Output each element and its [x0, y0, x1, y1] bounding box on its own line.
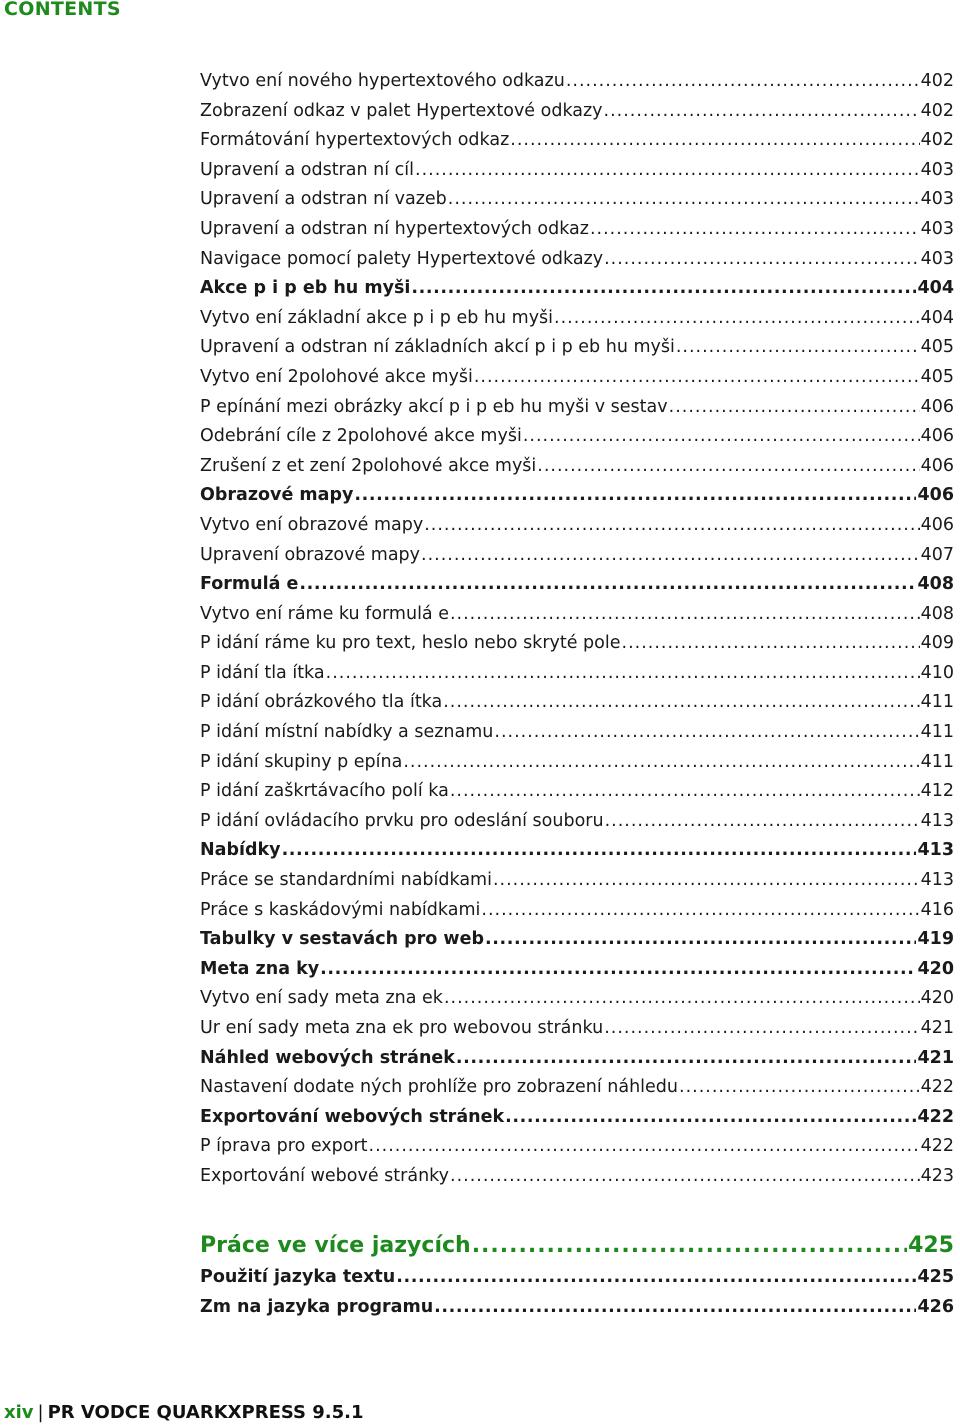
dot-leader: [523, 422, 920, 452]
entry-title: Vytvo ení nového hypertextového odkazu: [200, 71, 565, 91]
entry-title: P íprava pro export: [200, 1136, 368, 1157]
entry-title: Odebrání cíle z 2polohové akce myši: [200, 426, 522, 447]
entry-page-number: 408: [917, 574, 954, 595]
entry-page-number: 411: [920, 692, 954, 713]
toc-entry[interactable]: [200, 541, 954, 571]
toc-entry[interactable]: [200, 1263, 954, 1293]
toc-entry[interactable]: [200, 422, 954, 452]
entry-title: Práce se standardními nabídkami: [200, 870, 492, 891]
entry-title: P idání ovládacího prvku pro odeslání souboru: [200, 810, 604, 831]
entry-title: Tabulky v sestavách pro web: [200, 929, 484, 950]
dot-leader: [622, 629, 920, 659]
dot-leader: [415, 156, 920, 186]
toc-entry[interactable]: [200, 393, 954, 423]
entry-page-number: 413: [920, 810, 954, 831]
dot-leader: [493, 866, 920, 896]
dot-leader: [450, 1162, 920, 1192]
toc-entry[interactable]: [200, 688, 954, 718]
toc-entry[interactable]: [200, 600, 954, 630]
entry-page-number: 403: [920, 189, 954, 210]
entry-page-number: 423: [920, 1165, 954, 1186]
entry-title: Meta zna ky: [200, 958, 320, 979]
entry-page-number: 403: [920, 248, 954, 269]
entry-title: Navigace pomocí palety Hypertextové odkazy: [200, 248, 604, 269]
dot-leader: [676, 333, 920, 363]
entry-page-number: 406: [920, 514, 954, 535]
entry-page-number: 405: [920, 337, 954, 358]
dot-leader: [554, 304, 920, 334]
entry-page-number: 403: [920, 218, 954, 239]
entry-page-number: 406: [920, 396, 954, 417]
entry-title: Vytvo ení sady meta zna ek: [200, 988, 443, 1009]
entry-page-number: 406: [920, 426, 954, 447]
entry-title: Upravení a odstran ní vazeb: [200, 189, 447, 210]
entry-page-number: 402: [920, 130, 954, 151]
toc-subsection-entry[interactable]: [200, 570, 954, 600]
dot-leader: [494, 718, 919, 748]
dot-leader: [604, 97, 920, 127]
dot-leader: [590, 215, 920, 245]
dot-leader: [481, 896, 919, 926]
entry-title: Exportování webových stránek: [200, 1106, 505, 1127]
entry-page-number: 411: [920, 751, 954, 772]
toc-entry[interactable]: [200, 1014, 954, 1044]
dot-leader: [411, 274, 916, 304]
page-footer: [4, 1402, 364, 1423]
entry-title: P idání místní nabídky a seznamu: [200, 722, 494, 743]
dot-leader: [456, 1044, 917, 1074]
dot-leader: [474, 363, 920, 393]
entry-page-number: 420: [920, 988, 954, 1009]
dot-leader: [369, 1132, 920, 1162]
toc-entry[interactable]: [200, 1293, 954, 1323]
section-heading[interactable]: [200, 1229, 954, 1263]
dot-leader: [424, 511, 919, 541]
toc-entry[interactable]: [200, 866, 954, 896]
toc-entry[interactable]: [200, 245, 954, 275]
entry-page-number: 413: [917, 840, 954, 861]
entry-title: P idání obrázkového tla ítka: [200, 692, 443, 713]
entry-title: Vytvo ení ráme ku formulá e: [200, 603, 449, 624]
entry-page-number: 422: [917, 1106, 954, 1127]
section-title: Práce ve více jazycích: [200, 1233, 471, 1258]
toc-entry[interactable]: [200, 215, 954, 245]
toc-entry[interactable]: [200, 363, 954, 393]
entry-title: P idání skupiny p epína: [200, 751, 403, 772]
entry-page-number: 426: [917, 1296, 954, 1317]
toc-entry[interactable]: [200, 896, 954, 926]
entry-title: P idání tla ítka: [200, 662, 325, 683]
toc-entry[interactable]: [200, 333, 954, 363]
entry-title: Ur ení sady meta zna ek pro webovou stránku: [200, 1018, 604, 1038]
entry-title: Upravení a odstran ní základních akcí p i p eb hu myši: [200, 337, 675, 358]
toc-entry[interactable]: [200, 718, 954, 748]
entry-title: Náhled webových stránek: [200, 1047, 455, 1068]
entry-title: Formátování hypertextových odkaz: [200, 130, 510, 151]
section-page-number: 425: [908, 1233, 954, 1258]
entry-page-number: 403: [920, 159, 954, 180]
toc-section: [200, 1229, 954, 1322]
entry-title: Vytvo ení obrazové mapy: [200, 514, 424, 535]
entry-page-number: 421: [920, 1018, 954, 1038]
dot-leader: [448, 185, 920, 215]
toc-entry[interactable]: [200, 1073, 954, 1103]
toc-entry[interactable]: [200, 748, 954, 778]
section-entry-list: [200, 1263, 954, 1322]
dot-leader: [669, 393, 920, 423]
entry-page-number: 409: [920, 633, 954, 654]
toc-entry[interactable]: [200, 807, 954, 837]
toc-entry[interactable]: [200, 185, 954, 215]
dot-leader: [605, 807, 920, 837]
entry-page-number: 408: [920, 603, 954, 624]
dot-leader: [472, 1229, 907, 1263]
toc-entry[interactable]: [200, 304, 954, 334]
entry-page-number: 410: [920, 662, 954, 683]
entry-title: Upravení a odstran ní hypertextových odkaz: [200, 218, 589, 239]
entry-title: Upravení a odstran ní cíl: [200, 159, 414, 180]
toc-subsection-entry[interactable]: [200, 925, 954, 955]
toc-subsection-entry[interactable]: [200, 1044, 954, 1074]
toc-entry[interactable]: [200, 156, 954, 186]
dot-leader: [396, 1263, 916, 1293]
toc-entry[interactable]: [200, 1162, 954, 1192]
dot-leader: [510, 126, 919, 156]
entry-page-number: 402: [920, 71, 954, 91]
toc-subsection-entry[interactable]: [200, 836, 954, 866]
entry-title: Exportování webové stránky: [200, 1165, 450, 1186]
entry-page-number: 404: [917, 278, 954, 299]
toc-entry[interactable]: [200, 511, 954, 541]
toc-entry[interactable]: [200, 777, 954, 807]
entry-page-number: 404: [920, 307, 954, 328]
entry-title: Formulá e: [200, 574, 299, 595]
dot-leader: [326, 659, 920, 689]
toc-subsection-entry[interactable]: [200, 481, 954, 511]
dot-leader: [450, 600, 920, 630]
footer-book-title: PR VODCE QUARKXPRESS 9.5.1: [47, 1402, 364, 1423]
dot-leader: [282, 836, 917, 866]
entry-page-number: 425: [917, 1267, 954, 1287]
toc-entry[interactable]: [200, 659, 954, 689]
dot-leader: [354, 481, 916, 511]
entry-title: Nastavení dodate ných prohlíže pro zobrazení náhledu: [200, 1077, 678, 1098]
toc-subsection-entry[interactable]: [200, 274, 954, 304]
entry-title: Zobrazení odkaz v palet Hypertextové odkazy: [200, 100, 603, 121]
entry-title: Upravení obrazové mapy: [200, 544, 421, 565]
entry-page-number: 411: [920, 722, 954, 743]
footer-separator: |: [37, 1402, 44, 1423]
entry-title: Akce p i p eb hu myši: [200, 278, 411, 299]
entry-title: Použití jazyka textu: [200, 1267, 396, 1287]
entry-title: Zm na jazyka programu: [200, 1296, 434, 1317]
toc-entry[interactable]: [200, 97, 954, 127]
dot-leader: [443, 688, 919, 718]
dot-leader: [537, 452, 919, 482]
dot-leader: [299, 570, 916, 600]
dot-leader: [679, 1073, 920, 1103]
toc-entry[interactable]: [200, 629, 954, 659]
entry-title: Obrazové mapy: [200, 485, 354, 506]
dot-leader: [403, 748, 919, 778]
entry-page-number: 416: [920, 899, 954, 920]
entry-page-number: 422: [920, 1136, 954, 1157]
entry-title: Nabídky: [200, 840, 281, 861]
entry-page-number: 406: [920, 455, 954, 476]
dot-leader: [485, 925, 917, 955]
toc-list: [200, 67, 954, 1192]
toc-entry[interactable]: [200, 984, 954, 1014]
entry-title: P idání ráme ku pro text, heslo nebo skryté pole: [200, 633, 621, 654]
toc-entry[interactable]: [200, 1132, 954, 1162]
dot-leader: [434, 1293, 916, 1323]
toc-entry[interactable]: [200, 452, 954, 482]
entry-title: P epínání mezi obrázky akcí p i p eb hu myši v sestav: [200, 396, 668, 417]
dot-leader: [421, 541, 920, 571]
entry-page-number: 405: [920, 366, 954, 387]
entry-page-number: 407: [920, 544, 954, 565]
entry-title: Vytvo ení základní akce p i p eb hu myši: [200, 307, 554, 328]
entry-page-number: 422: [920, 1077, 954, 1098]
entry-page-number: 420: [917, 958, 954, 979]
entry-page-number: 419: [917, 929, 954, 950]
toc-subsection-entry[interactable]: [200, 955, 954, 985]
dot-leader: [320, 955, 916, 985]
dot-leader: [450, 777, 920, 807]
dot-leader: [505, 1103, 916, 1133]
entry-page-number: 402: [920, 100, 954, 121]
footer-page-number: xiv: [4, 1402, 34, 1423]
entry-page-number: 413: [920, 870, 954, 891]
toc-entry[interactable]: [200, 126, 954, 156]
dot-leader: [604, 245, 919, 275]
entry-title: Vytvo ení 2polohové akce myši: [200, 366, 473, 387]
dot-leader: [566, 67, 920, 97]
dot-leader: [604, 1014, 919, 1044]
dot-leader: [444, 984, 920, 1014]
toc-entry[interactable]: [200, 67, 954, 97]
entry-title: Zrušení z et zení 2polohové akce myši: [200, 455, 537, 476]
toc-subsection-entry[interactable]: [200, 1103, 954, 1133]
entry-title: P idání zaškrtávacího polí ka: [200, 781, 449, 802]
entry-page-number: 421: [917, 1047, 954, 1068]
contents-header: CONTENTS: [4, 0, 121, 20]
entry-title: Práce s kaskádovými nabídkami: [200, 899, 481, 920]
entry-page-number: 406: [917, 485, 954, 506]
entry-page-number: 412: [920, 781, 954, 802]
